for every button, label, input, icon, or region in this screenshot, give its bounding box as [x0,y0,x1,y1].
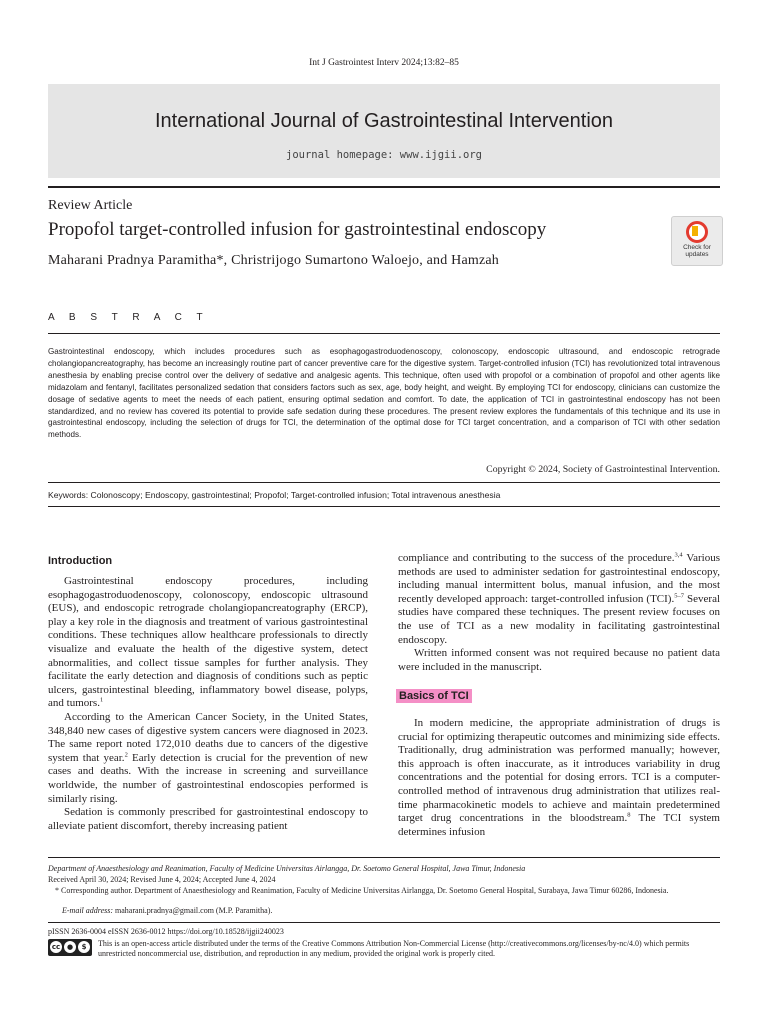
basics-of-tci-heading: Basics of TCI [396,689,472,703]
citation-ref[interactable]: 3,4 [674,551,683,559]
creative-commons-by-nc-icon[interactable] [48,939,92,956]
article-dates: Received April 30, 2024; Revised June 4, 2024; Accepted June 4, 2024 [48,875,276,884]
abstract-text: Gastrointestinal endoscopy, which includes procedures such as esophagogastroduodenoscopy, colonoscopy, endoscopic ultrasound, and endoscopic retrograde cholangiopancreatography, has become an increasingly routine part of cancer preventive care for the digestive system. Target-controlled infusion (TCI) has revolutionized total intravenous anesthesia by enabling precise control over the delivery of sedative and analgesic agents. This technique, often used with propofol or a combination of propofol and other agents like midazolam and fentanyl, facilitates personalized sedation that considers factors such as sex, age, body height, and weight. By employing TCI for endoscopy, clinicians can customize the dosage of sedative agents to meet the needs of each patient, ensuring optimal sedation and comfort. To date, the application of TCI in gastrointestinal endoscopy has not been standardized, and no review has covered its potential to provide safe sedation during these procedures. The present review explores the fundamentals of this technique and its use in gastrointestinal endoscopy, including the selection of drugs for TCI, the determination of the optimal dose for TCI target concentration, and a comparison of TCI with other sedation methods. [48,347,720,440]
citation-ref[interactable]: 1 [99,696,104,704]
article-title: Propofol target-controlled infusion for gastrointestinal endoscopy [48,219,547,240]
email-link[interactable]: maharani.pradnya@gmail.com (M.P. Paramitha). [113,906,273,915]
copyright-notice: Copyright © 2024, Society of Gastrointestinal Intervention. [486,464,720,475]
citation-ref[interactable]: 2 [124,751,128,759]
keywords-top-divider [48,482,720,483]
person-icon: ● [64,941,76,953]
article-authors: Maharani Pradnya Paramitha*, Christrijogo Sumartono Waloejo, and Hamzah [48,253,499,268]
keywords-line: Keywords: Colonoscopy; Endoscopy, gastrointestinal; Propofol; Target-controlled infusion; Total intravenous anesthesia [48,490,501,500]
footnote-divider [48,857,720,858]
intro-paragraph-3: Sedation is commonly prescribed for gastrointestinal endoscopy to alleviate patient discomfort, thereby increasing patient [48,806,368,832]
check-for-updates-label: Check for updates [683,244,711,258]
introduction-heading: Introduction [48,555,113,567]
check-for-updates-button[interactable] [671,216,723,266]
non-commercial-icon: $ [78,941,90,953]
left-column [48,575,368,833]
license-divider [48,922,720,923]
abstract-divider [48,333,720,334]
bookmark-icon [692,226,698,236]
journal-title: International Journal of Gastrointestinal Intervention [154,110,614,132]
license-text: This is an open-access article distributed under the terms of the Creative Commons Attribution Non-Commercial License (http://creativecommons.org/licenses/by-nc/4.0) which permits unrestricted noncommercial use, distribution, and reproduction in any medium, provided the original work is properly cited. [98,939,690,959]
right-column [398,552,720,674]
intro-paragraph-4: Written informed consent was not required because no patient data were included in the manuscript. [398,647,720,673]
basics-paragraph-1: In modern medicine, the appropriate administration of drugs is crucial for optimizing therapeutic outcomes and minimizing side effects. Traditionally, drug administration was performed manually; however, this approach is often inaccurate, as it introduces variability in drug concentrations and the potential for dosing errors. TCI is a computer-controlled method of intravenous drug administration that utilizes real-time pharmacokinetic models to achieve and maintain predetermined target drug concentrations in the bloodstream.$^8$ The TCI system determines infusion [398,717,720,838]
citation-ref[interactable]: 8 [627,811,631,819]
intro-paragraph-2: According to the American Cancer Society, in the United States, 348,840 new cases of digestive system cancers were diagnosed in 2023. The same report noted 172,010 deaths due to cancers of the digestive system that year.$^2$ Early detection is crucial for the prevention of new cases and deaths. With the increase in screening and surveillance worldwide, the number of gastrointestinal endoscopies performed is similarly rising. [48,710,368,805]
cc-icon: cc [51,943,61,951]
citation-ref[interactable]: 5–7 [674,592,684,600]
affiliation-note: Department of Anaesthesiology and Reanimation, Faculty of Medicine Universitas Airlangga, Dr. Soetomo General Hospital, Jawa Timur, Indonesia [48,864,526,873]
journal-citation: Int J Gastrointest Interv 2024;13:82–85 [309,58,459,68]
email-line: E-mail address: maharani.pradnya@gmail.com (M.P. Paramitha). [62,906,273,915]
header-divider [48,186,720,188]
article-type: Review Article [48,198,133,213]
journal-homepage-link[interactable]: journal homepage: www.ijgii.org [286,149,482,161]
intro-paragraph-3-continued: compliance and contributing to the success of the procedure.$^{3,4}$ Various methods are used to administer sedation for gastrointestinal endoscopy, including manual intermittent bolus, manual infusion, and the most recently developed approach: target-controlled infusion (TCI).$^{5-7}$ Several studies have compared these techniques. The present review focuses on the use of TCI as a new modality in facilitating gastrointestinal endoscopy. [398,551,721,646]
corresponding-author-note: * Corresponding author. Department of Anaesthesiology and Reanimation, Faculty of Medicine Universitas Airlangga, Dr. Soetomo General Hospital, Surabaya, Jawa Timur 60286, Indonesia. [55,886,669,895]
basics-section [398,717,720,839]
abstract-heading: A B S T R A C T [48,312,209,323]
issn-doi-line[interactable]: pISSN 2636-0004 eISSN 2636-0012 https://doi.org/10.18528/ijgii240023 [48,927,284,936]
keywords-bottom-divider [48,506,720,507]
intro-paragraph-1: Gastrointestinal endoscopy procedures, including esophagogastroduodenoscopy, colonoscopy, endoscopic ultrasound (EUS), and endoscopic retrograde cholangiopancreatography (ERCP), play a key role in the diagnosis and treatment of various gastrointestinal conditions. These techniques allow healthcare professionals to directly visualize and evaluate the health of the digestive system, detect abnormalities, and collect tissue samples for further analysis. They facilitate the early detection and diagnosis of conditions such as peptic ulcers, gastrointestinal bleeding, inflammatory bowel disease, polyps, and tumors.$^1$ [48,575,368,710]
